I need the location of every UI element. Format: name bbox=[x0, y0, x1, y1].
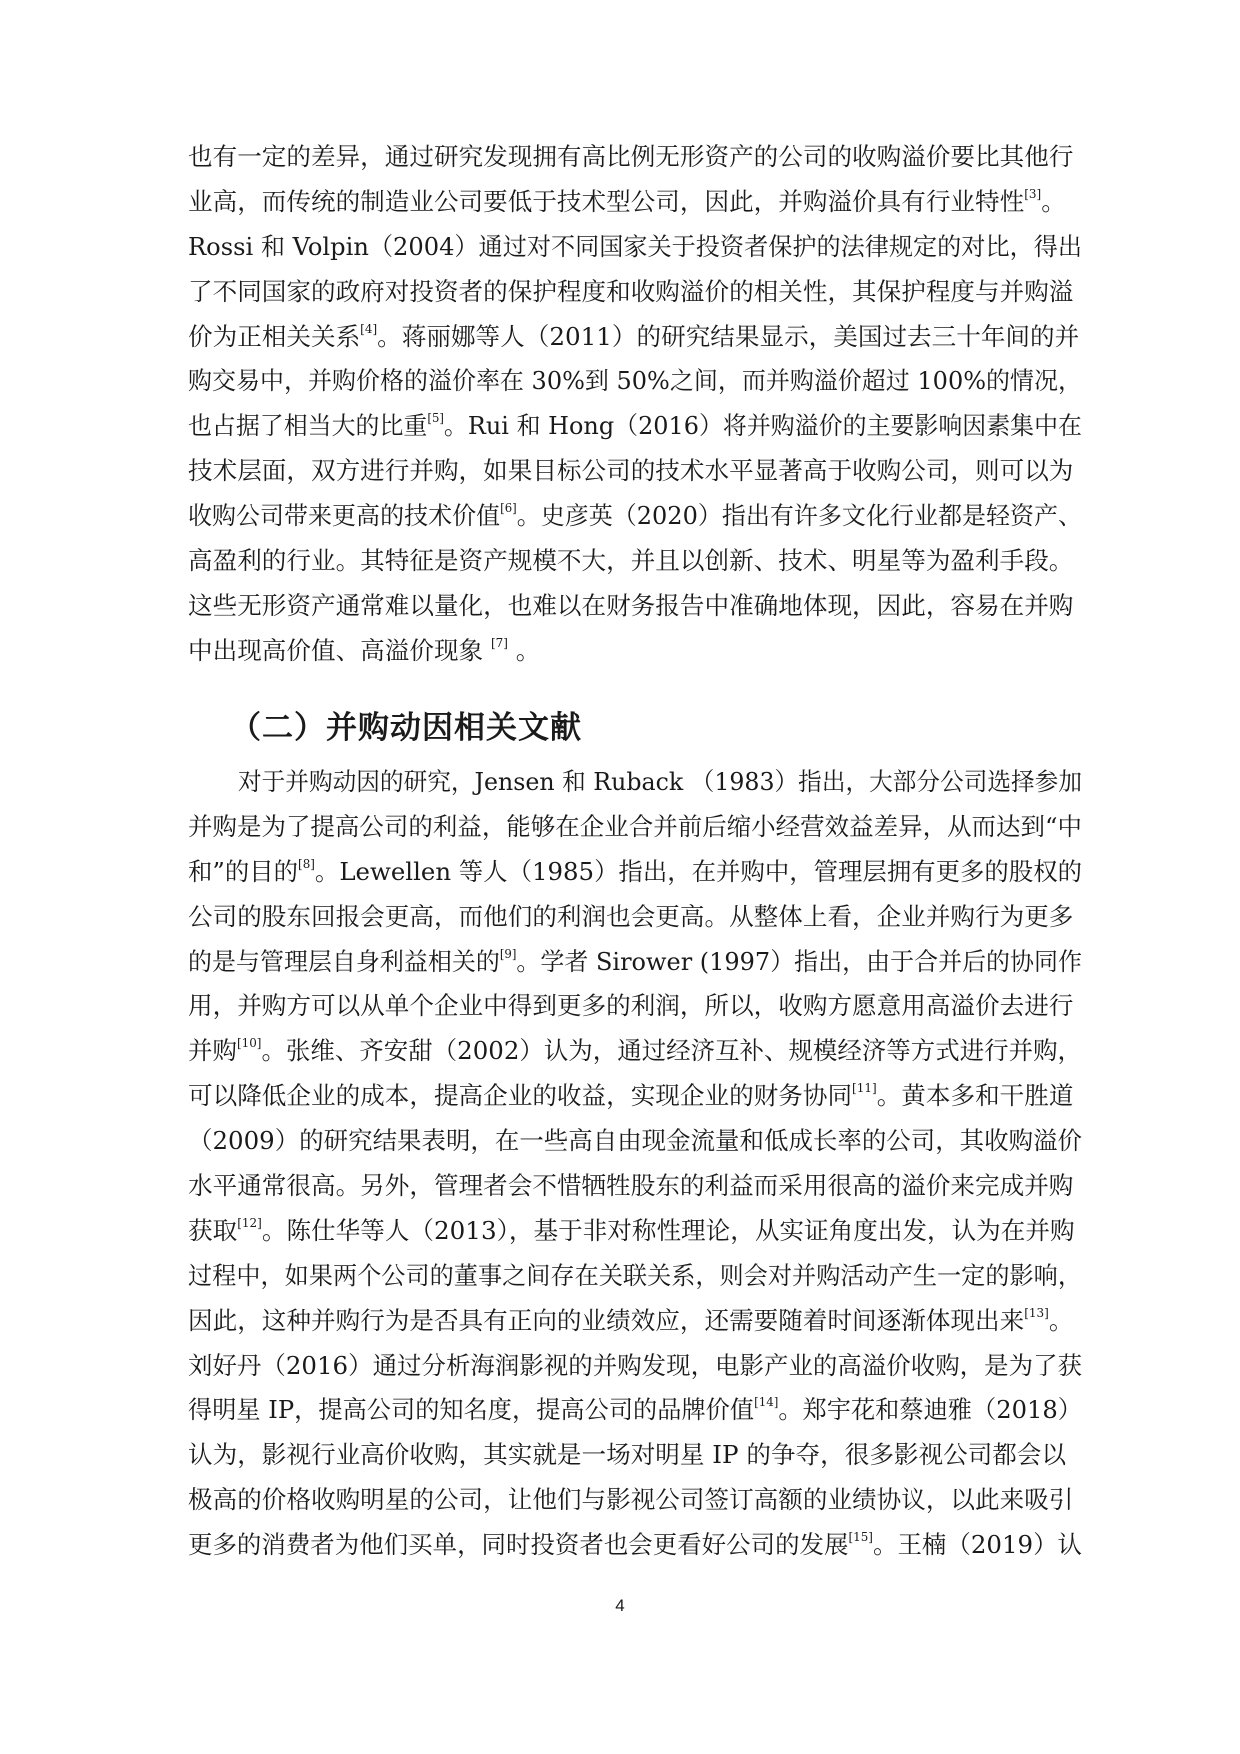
text-line: 了不同国家的政府对投资者的保护程度和收购溢价的相关性，其保护程度与并购溢 bbox=[188, 276, 1074, 306]
text-line: 这些无形资产通常难以量化，也难以在财务报告中准确地体现，因此，容易在并购 bbox=[188, 590, 1074, 620]
text-line: 得明星 IP，提高公司的知名度，提高公司的品牌价值[14]。郑宇花和蔡迪雅（2018） bbox=[188, 1395, 1082, 1425]
text-line: 刘好丹（2016）通过分析海润影视的并购发现，电影产业的高溢价收购，是为了获 bbox=[188, 1350, 1082, 1380]
text-line: 也占据了相当大的比重[5]。Rui 和 Hong（2016）将并购溢价的主要影响因素集中在 bbox=[188, 411, 1082, 441]
citation-ref: [7] bbox=[490, 635, 508, 650]
text-line: 更多的消费者为他们买单，同时投资者也会更看好公司的发展[15]。王楠（2019）认 bbox=[188, 1530, 1082, 1560]
paragraph-premium-literature bbox=[188, 135, 1082, 674]
text-line: 公司的股东回报会更高，而他们的利润也会更高。从整体上看，企业并购行为更多 bbox=[188, 901, 1074, 931]
text-line: 高盈利的行业。其特征是资产规模不大，并且以创新、技术、明星等为盈利手段。 bbox=[188, 546, 1074, 576]
text-line: 并购是为了提高公司的利益，能够在企业合并前后缩小经营效益差异，从而达到“中 bbox=[188, 811, 1082, 841]
citation-ref: [9] bbox=[499, 946, 517, 961]
text-line: 获取[12]。陈仕华等人（2013），基于非对称性理论，从实证角度出发，认为在并购 bbox=[188, 1215, 1075, 1245]
text-line: （2009）的研究结果表明，在一些高自由现金流量和低成长率的公司，其收购溢价 bbox=[188, 1126, 1082, 1156]
text-line: 极高的价格收购明星的公司，让他们与影视公司签订高额的业绩协议，以此来吸引 bbox=[188, 1485, 1074, 1515]
citation-ref: [4] bbox=[360, 321, 378, 336]
text-line: 和”的目的[8]。Lewellen 等人（1985）指出，在并购中，管理层拥有更多的股权的 bbox=[188, 856, 1082, 886]
citation-ref: [8] bbox=[298, 856, 315, 871]
text-line: 用，并购方可以从单个企业中得到更多的利润，所以，收购方愿意用高溢价去进行 bbox=[188, 991, 1074, 1021]
text-line: 对于并购动因的研究，Jensen 和 Ruback （1983）指出，大部分公司选择参加 bbox=[238, 767, 1082, 796]
citation-ref: [15] bbox=[848, 1530, 873, 1545]
page-number: 4 bbox=[615, 1596, 625, 1615]
text-line: 也有一定的差异，通过研究发现拥有高比例无形资产的公司的收购溢价要比其他行 bbox=[188, 142, 1074, 171]
citation-ref: [13] bbox=[1024, 1305, 1049, 1320]
text-line: 价为正相关关系[4]。蒋丽娜等人（2011）的研究结果显示，美国过去三十年间的并 bbox=[188, 321, 1080, 351]
text-line: 因此，这种并购行为是否具有正向的业绩效应，还需要随着时间逐渐体现出来[13]。 bbox=[188, 1305, 1074, 1335]
text-line: Rossi 和 Volpin（2004）通过对不同国家关于投资者保护的法律规定的对比，得出 bbox=[188, 231, 1082, 261]
text-line: 购交易中，并购价格的溢价率在 30%到 50%之间，而并购溢价超过 100%的情况， bbox=[188, 366, 1082, 396]
text-line: 水平通常很高。另外，管理者会不惜牺牲股东的利益而采用很高的溢价来完成并购 bbox=[188, 1171, 1074, 1201]
citation-ref: [12] bbox=[237, 1215, 262, 1230]
text-line: 收购公司带来更高的技术价值[6]。史彦英（2020）指出有许多文化行业都是轻资产、 bbox=[188, 501, 1082, 531]
citation-ref: [6] bbox=[500, 501, 517, 516]
citation-ref: [11] bbox=[852, 1081, 877, 1096]
section-heading: （二）并购动因相关文献 bbox=[230, 710, 582, 746]
text-line: 业高，而传统的制造业公司要低于技术型公司，因此，并购溢价具有行业特性[3]。 bbox=[188, 186, 1066, 216]
citation-ref: [5] bbox=[427, 411, 444, 426]
paragraph-motive-literature bbox=[188, 760, 1082, 1568]
citation-ref: [3] bbox=[1024, 186, 1042, 201]
text-line: 的是与管理层自身利益相关的[9]。学者 Sirower (1997）指出，由于合并后的协同作 bbox=[188, 946, 1082, 976]
text-line: 可以降低企业的成本，提高企业的收益，实现企业的财务协同[11]。黄本多和干胜道 bbox=[188, 1081, 1074, 1111]
text-line: 中出现高价值、高溢价现象 [7] 。 bbox=[188, 635, 541, 665]
text-line: 并购[10]。张维、齐安甜（2002）认为，通过经济互补、规模经济等方式进行并购， bbox=[188, 1036, 1082, 1066]
text-line: 过程中，如果两个公司的董事之间存在关联关系，则会对并购活动产生一定的影响， bbox=[188, 1260, 1082, 1290]
text-line: 认为，影视行业高价收购，其实就是一场对明星 IP 的争夺，很多影视公司都会以 bbox=[188, 1440, 1067, 1470]
text-line: 技术层面，双方进行并购，如果目标公司的技术水平显著高于收购公司，则可以为 bbox=[188, 456, 1074, 486]
citation-ref: [10] bbox=[236, 1036, 262, 1051]
citation-ref: [14] bbox=[754, 1395, 779, 1410]
